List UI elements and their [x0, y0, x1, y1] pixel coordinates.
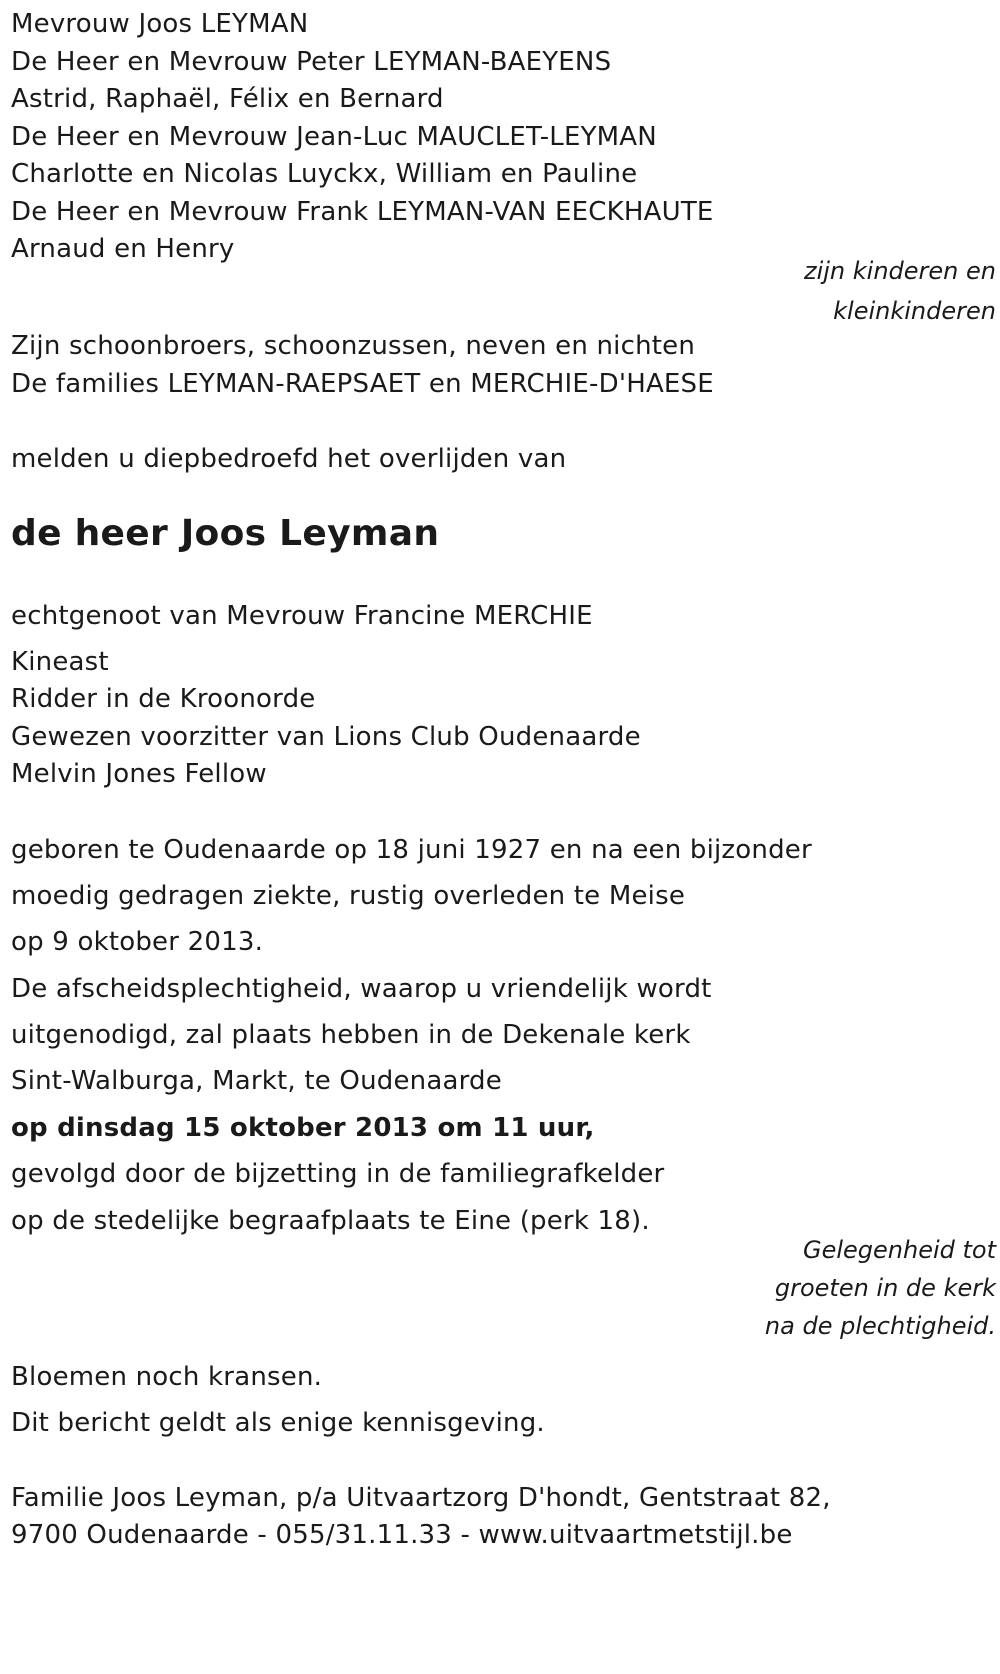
title-line: Ridder in de Kroonorde	[11, 684, 316, 714]
family-line: Mevrouw Joos LEYMAN	[11, 9, 309, 39]
family-line: De Heer en Mevrouw Frank LEYMAN-VAN EECKHAUTE	[11, 197, 714, 227]
title-line: Melvin Jones Fellow	[11, 759, 267, 789]
condolence-note	[765, 1231, 996, 1345]
burial-line: op de stedelijke begraafplaats te Eine (perk 18).	[11, 1206, 650, 1236]
spouse-line: echtgenoot van Mevrouw Francine MERCHIE	[11, 601, 593, 631]
family-line: Charlotte en Nicolas Luyckx, William en Pauline	[11, 159, 638, 189]
condolence-note-line: Gelegenheid tot	[802, 1236, 996, 1264]
children-note-line: zijn kinderen en	[804, 257, 996, 285]
closing-line: Dit bericht geldt als enige kennisgeving.	[11, 1408, 545, 1438]
detail-line: op 9 oktober 2013.	[11, 927, 264, 957]
relatives-line: Zijn schoonbroers, schoonzussen, neven en nichten	[11, 331, 696, 361]
children-note-line: kleinkinderen	[833, 297, 996, 325]
burial-line: gevolgd door de bijzetting in de familiegrafkelder	[11, 1159, 665, 1189]
contact-line: 9700 Oudenaarde - 055/31.11.33 - www.uitvaartmetstijl.be	[11, 1520, 793, 1550]
family-line: Astrid, Raphaël, Félix en Bernard	[11, 84, 444, 114]
detail-line: geboren te Oudenaarde op 18 juni 1927 en na een bijzonder	[11, 835, 812, 865]
family-line: De Heer en Mevrouw Jean-Luc MAUCLET-LEYMAN	[11, 122, 657, 152]
family-line: Arnaud en Henry	[11, 234, 235, 264]
title-line: Kineast	[11, 647, 109, 677]
detail-line: uitgenodigd, zal plaats hebben in de Dekenale kerk	[11, 1020, 691, 1050]
detail-line: moedig gedragen ziekte, rustig overleden te Meise	[11, 881, 686, 911]
contact-line: Familie Joos Leyman, p/a Uitvaartzorg D'hondt, Gentstraat 82,	[11, 1483, 831, 1513]
children-note	[804, 251, 996, 331]
detail-line: Sint-Walburga, Markt, te Oudenaarde	[11, 1066, 502, 1096]
condolence-note-line: groeten in de kerk	[774, 1274, 996, 1302]
family-line: De Heer en Mevrouw Peter LEYMAN-BAEYENS	[11, 47, 612, 77]
detail-line: De afscheidsplechtigheid, waarop u vriendelijk wordt	[11, 974, 712, 1004]
relatives-line: De families LEYMAN-RAEPSAET en MERCHIE-D'HAESE	[11, 369, 714, 399]
title-line: Gewezen voorzitter van Lions Club Oudenaarde	[11, 722, 641, 752]
announcement-text: melden u diepbedroefd het overlijden van	[11, 444, 567, 474]
condolence-note-line: na de plechtigheid.	[764, 1312, 996, 1340]
closing-line: Bloemen noch kransen.	[11, 1362, 323, 1392]
deceased-name: de heer Joos Leyman	[11, 513, 440, 554]
ceremony-date: op dinsdag 15 oktober 2013 om 11 uur,	[11, 1113, 595, 1143]
